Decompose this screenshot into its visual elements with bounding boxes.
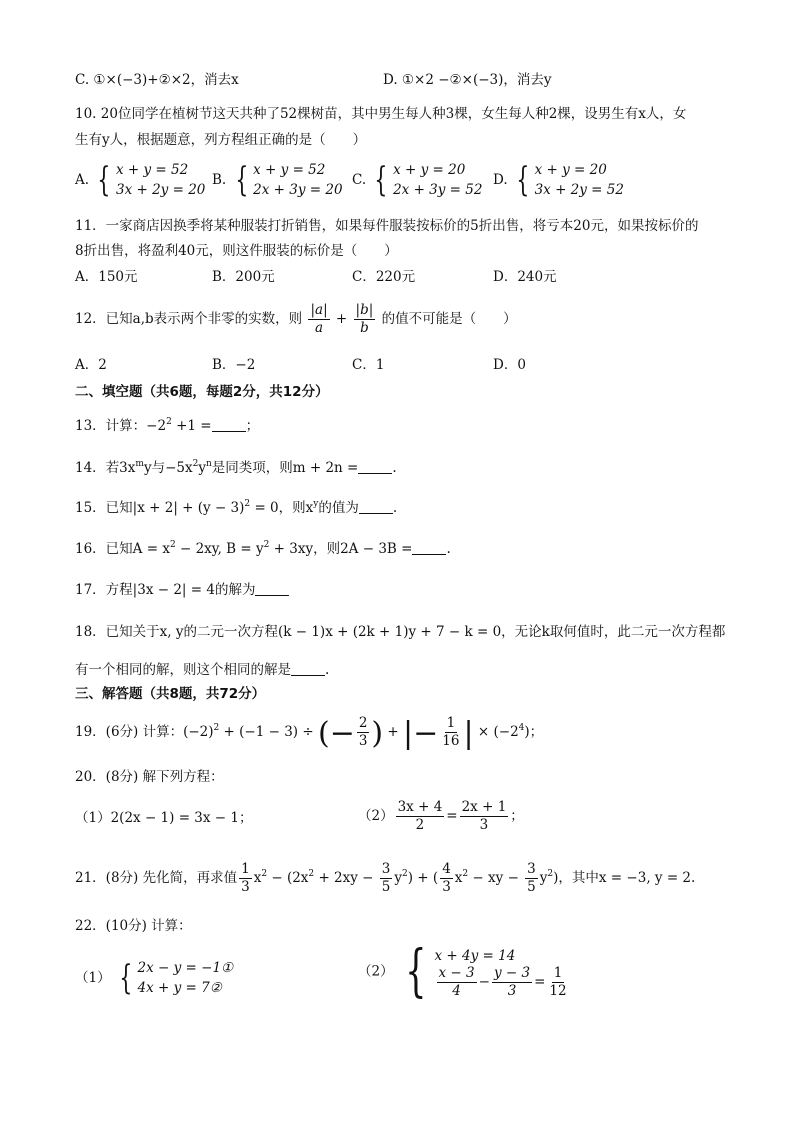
q22-part2-fraction-1-den: 4 <box>452 982 461 999</box>
q12-fraction-a <box>308 303 329 336</box>
q19-paren-close: ) <box>371 715 384 751</box>
q10-stem-line1: 10. 20位同学在植树节这天共种了52棵树苗，其中男生每人种3棵，女生每人种2棵，设男生有x人，女 <box>75 106 687 122</box>
q17-answer-blank <box>255 583 289 596</box>
q19-abs-close: | <box>463 715 474 751</box>
q12-option-b: B．−2 <box>212 357 256 373</box>
q14-pre: 14．若3x <box>75 460 136 476</box>
q19-abs-open: |− <box>403 715 439 751</box>
q21-fraction-1 <box>239 862 252 895</box>
q20-part2 <box>358 800 524 833</box>
q10-option-d-label: D. <box>493 171 508 188</box>
q21-s1: 2 <box>261 868 268 879</box>
q21-fraction-1-num: 1 <box>241 861 250 877</box>
q15-sup2: y <box>313 499 319 509</box>
brace-icon: { <box>516 160 530 201</box>
q15-pre: 15．已知|x + 2| + (y − 3) <box>75 500 245 516</box>
q10-option-c <box>352 160 482 201</box>
q18-stem-line2 <box>75 663 329 678</box>
q11-option-a: A．150元 <box>75 269 138 285</box>
q19-fraction-1-num: 2 <box>358 715 368 731</box>
q16 <box>75 542 451 557</box>
q22-part1-eq2: 4x + y = 7② <box>137 980 222 997</box>
q20-part2-fraction-right <box>460 800 509 833</box>
q14-mid1: y与−5x <box>143 460 193 476</box>
q10-option-c-system <box>370 160 482 201</box>
q12-stem-pre: 12．已知a,b表示两个非零的实数，则 <box>75 310 303 327</box>
q16-mid1: − 2xy, B = y <box>175 541 264 557</box>
q19 <box>75 716 543 749</box>
q22-part2-fraction-3 <box>547 966 568 999</box>
q21-s2: 2 <box>308 868 315 879</box>
q11-stem-line1: 11．一家商店因换季将某种服装打折销售，如果每件服装按标价的5折出售，将亏本20元，如果按标价的 <box>75 218 699 234</box>
q22-part2-fraction-2-den: 3 <box>507 982 517 999</box>
section-3-title: 三、解答题（共8题，共72分） <box>75 686 266 702</box>
q20-part2-fraction-left-num: 3x + 4 <box>397 799 443 815</box>
q21-t8: y <box>539 869 548 886</box>
q14-sup1: m <box>135 459 144 469</box>
q22-part1-label: （1） <box>75 969 111 986</box>
q14-sup2: 2 <box>192 459 199 469</box>
q21-fraction-2 <box>380 862 393 895</box>
q22-part2-eq2 <box>435 966 571 999</box>
q22-part2 <box>358 939 571 1004</box>
q10-option-b-label: B. <box>212 171 227 188</box>
q12-option-c: C．1 <box>352 357 385 373</box>
q11-stem-line2: 8折出售，将盈利40元，则这件服装的标价是（ ） <box>75 243 398 259</box>
q20-part1: （1）2(2x − 1) = 3x − 1； <box>75 810 253 826</box>
q13-pre: 13．计算：−2 <box>75 418 167 434</box>
q12-fraction-b <box>354 303 376 336</box>
q22-part2-fraction-1-num: x − 3 <box>438 964 475 981</box>
q21-t4: y <box>394 869 403 886</box>
q21-fraction-4-num: 3 <box>527 861 536 877</box>
q13-end: ； <box>245 418 260 434</box>
q15-post: 的值为 <box>318 500 359 516</box>
q10-option-d-system <box>512 160 624 201</box>
q21-fraction-3 <box>440 862 453 895</box>
q14-post: 是同类项，则m + 2n = <box>211 460 359 476</box>
q20-part2-fraction-right-num: 2x + 1 <box>461 799 507 815</box>
q19-mid2: + <box>383 723 404 740</box>
q15-answer-blank <box>359 501 393 514</box>
q16-answer-blank <box>412 542 446 555</box>
q21-s5: 2 <box>547 868 554 879</box>
q22-part2-fraction-2 <box>492 966 532 999</box>
q9-option-c: C. ①×(−3)+②×2，消去x <box>75 72 239 88</box>
q11-option-b: B．200元 <box>212 269 275 285</box>
q22-part2-label: （2） <box>358 963 394 980</box>
q20-part2-equals: = <box>446 807 458 824</box>
q12-stem <box>75 303 517 336</box>
q20-part2-end: ； <box>510 807 524 824</box>
q22-part2-system <box>398 939 571 1004</box>
q10-option-d-eq2: 3x + 2y = 52 <box>534 182 624 199</box>
q15-mid: = 0，则x <box>250 500 314 516</box>
q14-sup3: n <box>205 459 212 469</box>
q12-option-a: A．2 <box>75 357 107 373</box>
q22-part2-fraction-1 <box>437 966 477 999</box>
q21-fraction-2-num: 3 <box>381 861 391 877</box>
q21-fraction-4 <box>525 862 538 895</box>
q22-part2-fraction-3-den: 12 <box>549 982 567 999</box>
q12-fraction-a-den: a <box>315 319 324 336</box>
q22-part1-system <box>115 958 233 999</box>
q21-t3: + 2xy − <box>314 869 378 886</box>
q12-plus: + <box>335 310 348 327</box>
q13-sup: 2 <box>166 417 172 427</box>
q21-fraction-1-den: 3 <box>241 878 250 895</box>
q18-end: . <box>325 662 330 678</box>
q21-s3: 2 <box>402 868 408 879</box>
q10-option-b-eq2: 2x + 3y = 20 <box>253 182 343 199</box>
brace-icon: { <box>119 958 133 999</box>
q20-stem: 20．(8分) 解下列方程： <box>75 769 224 785</box>
q10-option-b-eq1: x + y = 52 <box>253 162 326 178</box>
q10-option-d <box>493 160 624 201</box>
q19-end: )； <box>524 723 544 740</box>
q10-option-a-label: A. <box>75 171 90 188</box>
q14-answer-blank <box>358 461 392 474</box>
q13-post: +1 = <box>171 418 212 434</box>
q10-option-b-system <box>231 160 343 201</box>
q19-paren-open: (− <box>317 715 355 751</box>
q16-sup2: 2 <box>263 540 270 550</box>
q21-t7: − xy − <box>468 869 524 886</box>
q10-option-b <box>212 160 343 201</box>
q21-t6: x <box>454 869 463 886</box>
q15-end: . <box>392 500 398 516</box>
q22-part1-eq1: 2x − y = −1① <box>137 960 234 976</box>
q22-part2-minus: − <box>478 973 490 990</box>
q22-part2-equals: = <box>534 973 546 990</box>
q16-end: . <box>446 541 451 557</box>
q21-fraction-3-num: 4 <box>442 861 451 877</box>
q19-fraction-1 <box>357 716 370 749</box>
q21-fraction-4-den: 5 <box>527 878 536 895</box>
q17-text: 17．方程|3x − 2| = 4的解为 <box>75 582 256 598</box>
q21-t9: )，其中x = −3, y = 2. <box>553 869 696 886</box>
q22-stem: 22．(10分) 计算： <box>75 918 192 934</box>
q11-option-d: D．240元 <box>493 269 557 285</box>
q14-mid2: y <box>198 460 206 476</box>
q22-part2-eq1: x + 4y = 14 <box>434 947 516 964</box>
q12-fraction-b-den: b <box>360 319 369 336</box>
q9-option-d: D. ①×2 −②×(−3)，消去y <box>383 72 552 88</box>
q18-stem-line1: 18．已知关于x, y的二元一次方程(k − 1)x + (2k + 1)y + 7 − k = 0，无论k取何值时，此二元一次方程都 <box>75 624 726 640</box>
q17 <box>75 583 289 598</box>
q21-fraction-2-den: 5 <box>381 878 391 895</box>
q12-fraction-b-num: |b| <box>355 302 374 318</box>
q16-post: + 3xy，则2A − 3B = <box>269 541 413 557</box>
q19-post: × (−2 <box>473 723 519 740</box>
q12-fraction-a-num: |a| <box>310 302 328 318</box>
q19-sup2: 4 <box>518 722 525 733</box>
q19-fraction-1-den: 3 <box>358 732 368 749</box>
q13-answer-blank <box>212 419 246 432</box>
brace-icon: { <box>374 160 388 201</box>
brace-icon: { <box>97 160 111 201</box>
q12-option-d: D．0 <box>493 357 526 373</box>
q19-fraction-2-num: 1 <box>446 715 456 731</box>
q20-part2-fraction-right-den: 3 <box>479 816 489 833</box>
q10-option-c-eq2: 2x + 3y = 52 <box>393 182 483 199</box>
q19-pre: 19．(6分) 计算：(−2) <box>75 723 214 740</box>
q10-option-c-label: C. <box>352 171 367 188</box>
q19-sup: 2 <box>213 722 220 733</box>
q18-answer-blank <box>291 663 325 676</box>
q10-option-a <box>75 160 205 201</box>
q22-part2-fraction-3-num: 1 <box>553 964 563 981</box>
q20-part2-fraction-left-den: 2 <box>415 816 425 833</box>
q22-part1 <box>75 958 233 999</box>
q10-option-a-system <box>93 160 205 201</box>
q21-fraction-3-den: 3 <box>442 878 451 895</box>
q11-option-c: C．220元 <box>352 269 416 285</box>
q10-option-a-eq1: x + y = 52 <box>115 162 189 178</box>
q21 <box>75 862 695 895</box>
q10-option-a-eq2: 3x + 2y = 20 <box>115 182 206 199</box>
q16-pre: 16．已知A = x <box>75 541 170 557</box>
q10-option-c-eq1: x + y = 20 <box>393 162 466 178</box>
q16-sup1: 2 <box>169 540 176 550</box>
q21-pre: 21．(8分) 先化简，再求值 <box>75 869 238 886</box>
q13 <box>75 419 259 434</box>
q22-part2-fraction-2-num: y − 3 <box>493 964 531 981</box>
q20-part2-label: （2） <box>358 807 394 824</box>
q18-stem-line2-text: 有一个相同的解，则这个相同的解是 <box>75 662 291 678</box>
q21-s4: 2 <box>462 868 469 879</box>
q10-option-d-eq1: x + y = 20 <box>534 162 607 178</box>
q14-end: . <box>392 460 397 476</box>
q21-t2: − (2x <box>267 869 309 886</box>
q15-sup1: 2 <box>244 499 251 509</box>
q10-stem-line2: 生有y人，根据题意，列方程组正确的是（ ） <box>75 132 367 148</box>
brace-icon: { <box>234 160 248 201</box>
q21-t1: x <box>253 869 262 886</box>
section-2-title: 二、填空题（共6题，每题2分，共12分） <box>75 384 329 400</box>
q14 <box>75 461 397 476</box>
q19-fraction-2 <box>440 716 461 749</box>
q15 <box>75 501 397 516</box>
q21-t5: ) + ( <box>407 869 439 886</box>
q12-stem-post: 的值不可能是（ ） <box>381 310 517 327</box>
brace-icon: { <box>405 939 427 1004</box>
q19-mid: + (−1 − 3) ÷ <box>219 723 318 740</box>
q20-part2-fraction-left <box>396 800 445 833</box>
q19-fraction-2-den: 16 <box>442 732 460 749</box>
